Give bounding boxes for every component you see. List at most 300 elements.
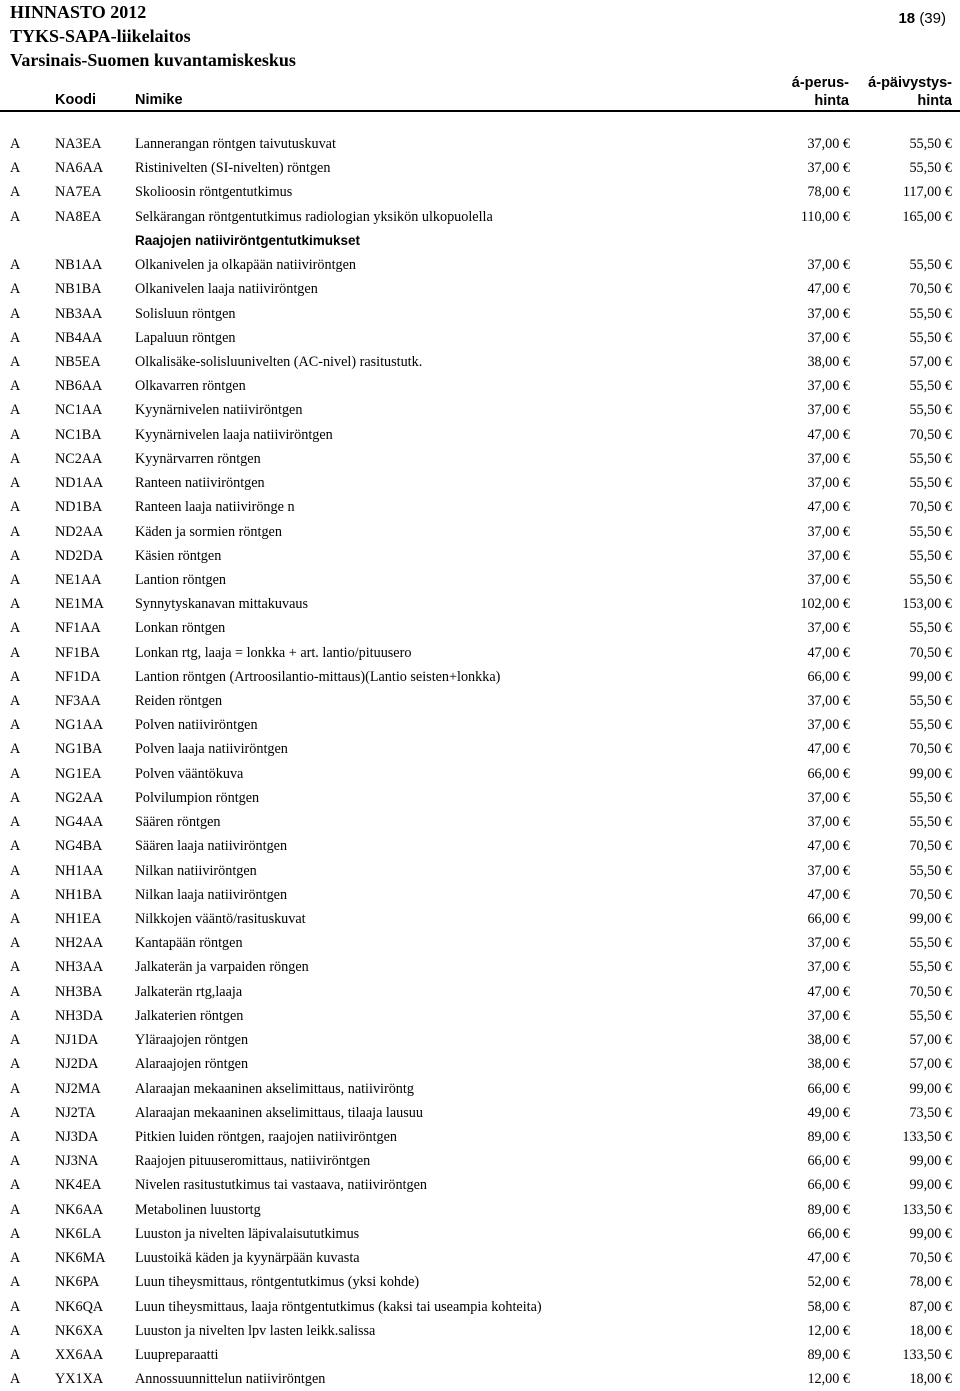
procedure-name: Luun tiheysmittaus, laaja röntgentutkimus (kaksi tai useampia kohteita) <box>135 1298 542 1315</box>
base-price: 37,00 € <box>807 693 850 710</box>
procedure-code: NF1BA <box>55 644 100 661</box>
table-row <box>0 1004 960 1028</box>
base-price: 66,00 € <box>807 1177 850 1194</box>
price-list-title: HINNASTO 2012 <box>10 2 147 22</box>
price-table <box>0 132 960 1391</box>
procedure-name: Säären röntgen <box>135 814 221 831</box>
procedure-code: XX6AA <box>55 1346 104 1363</box>
row-type: A <box>10 1080 21 1097</box>
procedure-name: Luustoikä käden ja kyynärpään kuvasta <box>135 1250 360 1267</box>
row-type: A <box>10 693 21 710</box>
procedure-code: NH1EA <box>55 911 102 927</box>
procedure-code: NJ3NA <box>55 1153 99 1170</box>
base-price: 47,00 € <box>807 426 850 443</box>
emergency-price: 70,50 € <box>909 886 952 903</box>
row-type: A <box>10 329 21 346</box>
emergency-price: 133,50 € <box>902 1201 952 1218</box>
table-row <box>0 374 960 398</box>
table-row <box>0 616 960 640</box>
base-price: 66,00 € <box>807 668 850 685</box>
row-type: A <box>10 571 21 588</box>
emergency-price: 55,50 € <box>909 693 952 710</box>
procedure-code: NB4AA <box>55 329 103 346</box>
procedure-code: NB3AA <box>55 305 103 322</box>
procedure-name: Nivelen rasitustutkimus tai vastaava, natiiviröntgen <box>135 1177 427 1194</box>
procedure-code: NJ1DA <box>55 1032 99 1049</box>
unit-name: Varsinais-Suomen kuvantamiskeskus <box>10 50 296 70</box>
procedure-name: Polven vääntökuva <box>135 765 244 782</box>
procedure-code: NH3BA <box>55 983 103 1000</box>
table-row <box>0 1101 960 1125</box>
table-row <box>0 665 960 689</box>
procedure-name: Luun tiheysmittaus, röntgentutkimus (yksi kohde) <box>135 1274 420 1291</box>
table-row <box>0 180 960 204</box>
procedure-name: Reiden röntgen <box>135 693 223 710</box>
procedure-code: NB5EA <box>55 353 101 370</box>
row-type: A <box>10 983 21 1000</box>
emergency-price: 55,50 € <box>909 789 952 806</box>
emergency-price: 55,50 € <box>909 305 952 322</box>
base-price: 37,00 € <box>807 402 850 419</box>
row-type: A <box>10 257 21 274</box>
table-row <box>0 641 960 665</box>
table-row <box>0 568 960 592</box>
base-price: 52,00 € <box>807 1274 850 1291</box>
table-row <box>0 1173 960 1197</box>
base-price: 66,00 € <box>807 911 850 927</box>
table-row <box>0 1149 960 1173</box>
procedure-code: YX1XA <box>55 1371 104 1388</box>
emergency-price: 70,50 € <box>909 983 952 1000</box>
row-type: A <box>10 620 21 637</box>
procedure-code: NA6AA <box>55 160 104 177</box>
procedure-code: NG1BA <box>55 741 103 758</box>
emergency-price: 55,50 € <box>909 1007 952 1024</box>
emergency-price: 55,50 € <box>909 717 952 734</box>
procedure-name: Lantion röntgen <box>135 571 227 588</box>
emergency-price: 55,50 € <box>909 523 952 540</box>
base-price: 110,00 € <box>800 208 850 225</box>
procedure-name: Pitkien luiden röntgen, raajojen natiiviröntgen <box>135 1128 398 1145</box>
base-price: 47,00 € <box>807 1250 850 1267</box>
row-type: A <box>10 160 21 177</box>
emergency-price: 18,00 € <box>909 1371 952 1388</box>
row-type: A <box>10 1201 21 1218</box>
base-price: 37,00 € <box>807 1007 850 1024</box>
base-price: 38,00 € <box>807 353 850 370</box>
row-type: A <box>10 353 21 370</box>
row-type: A <box>10 1177 21 1194</box>
table-row <box>0 713 960 737</box>
row-type: A <box>10 765 21 782</box>
row-type: A <box>10 717 21 734</box>
row-type: A <box>10 862 21 879</box>
emergency-price: 55,50 € <box>909 450 952 467</box>
emergency-price: 117,00 € <box>902 184 952 201</box>
table-row <box>0 810 960 834</box>
procedure-name: Kyynärnivelen natiiviröntgen <box>135 402 303 419</box>
row-type: A <box>10 1371 21 1388</box>
table-row <box>0 883 960 907</box>
emergency-price: 55,50 € <box>909 959 952 976</box>
row-type: A <box>10 838 21 855</box>
base-price: 78,00 € <box>807 184 850 201</box>
procedure-name: Lonkan rtg, laaja = lonkka + art. lantio/pituusero <box>135 644 412 661</box>
procedure-code: NG2AA <box>55 789 104 806</box>
row-type: A <box>10 1128 21 1145</box>
emergency-price: 55,50 € <box>909 329 952 346</box>
base-price: 37,00 € <box>807 450 850 467</box>
base-price: 66,00 € <box>807 1225 850 1242</box>
procedure-code: ND1AA <box>55 475 104 492</box>
table-row <box>0 544 960 568</box>
row-type: A <box>10 1056 21 1073</box>
procedure-code: NC2AA <box>55 450 103 467</box>
row-type: A <box>10 911 21 927</box>
base-price: 47,00 € <box>807 741 850 758</box>
table-row <box>0 737 960 761</box>
table-row <box>0 762 960 786</box>
table-row <box>0 471 960 495</box>
procedure-name: Lapaluun röntgen <box>135 329 236 346</box>
table-row <box>0 592 960 616</box>
page-current: 18 <box>898 10 916 27</box>
procedure-code: NG4AA <box>55 814 104 831</box>
procedure-code: NA7EA <box>55 184 102 201</box>
procedure-code: NE1AA <box>55 571 102 588</box>
row-type: A <box>10 886 21 903</box>
emergency-price: 73,50 € <box>909 1104 952 1121</box>
procedure-name: Polvilumpion röntgen <box>135 789 260 806</box>
procedure-name: Polven natiiviröntgen <box>135 717 258 734</box>
row-type: A <box>10 1274 21 1291</box>
emergency-price: 99,00 € <box>909 911 952 927</box>
row-type: A <box>10 1032 21 1049</box>
base-price: 47,00 € <box>807 886 850 903</box>
row-type: A <box>10 1225 21 1242</box>
base-price: 37,00 € <box>807 475 850 492</box>
base-price: 47,00 € <box>807 281 850 298</box>
base-price: 47,00 € <box>807 983 850 1000</box>
emergency-price: 70,50 € <box>909 838 952 855</box>
procedure-name: Annossuunnittelun natiiviröntgen <box>135 1371 326 1388</box>
table-row <box>0 423 960 447</box>
emergency-price: 70,50 € <box>909 1250 952 1267</box>
table-row <box>0 447 960 471</box>
procedure-code: NJ3DA <box>55 1128 99 1145</box>
table-row <box>0 520 960 544</box>
procedure-code: NF3AA <box>55 693 101 710</box>
base-price: 12,00 € <box>807 1322 850 1339</box>
table-row <box>0 1077 960 1101</box>
row-type: A <box>10 959 21 976</box>
base-price: 102,00 € <box>800 596 850 613</box>
procedure-name: Olkanivelen ja olkapään natiiviröntgen <box>135 257 357 274</box>
base-price: 37,00 € <box>807 257 850 274</box>
procedure-code: NA3EA <box>55 136 102 152</box>
emergency-price: 55,50 € <box>909 136 952 152</box>
procedure-name: Luupreparaatti <box>135 1346 219 1363</box>
base-price: 37,00 € <box>807 136 850 152</box>
procedure-code: NC1BA <box>55 426 102 443</box>
table-row <box>0 1052 960 1076</box>
procedure-code: NF1DA <box>55 668 101 685</box>
column-header-name: Nimike <box>135 92 183 108</box>
row-type: A <box>10 305 21 322</box>
base-price: 37,00 € <box>807 547 850 564</box>
emergency-price: 99,00 € <box>909 1153 952 1170</box>
row-type: A <box>10 475 21 492</box>
table-row <box>0 1343 960 1367</box>
procedure-code: NB1BA <box>55 281 102 298</box>
row-type: A <box>10 935 21 952</box>
procedure-name: Alaraajan mekaaninen akselimittaus, tilaaja lausuu <box>135 1104 423 1121</box>
document-header <box>10 0 950 72</box>
emergency-price: 55,50 € <box>909 935 952 952</box>
table-row <box>0 859 960 883</box>
base-price: 58,00 € <box>807 1298 850 1315</box>
procedure-name: Luuston ja nivelten läpivalaisututkimus <box>135 1225 360 1242</box>
row-type: A <box>10 208 21 225</box>
table-row <box>0 398 960 422</box>
procedure-name: Metabolinen luustortg <box>135 1201 261 1218</box>
row-type: A <box>10 547 21 564</box>
emergency-price: 70,50 € <box>909 426 952 443</box>
procedure-name: Olkanivelen laaja natiiviröntgen <box>135 281 318 298</box>
procedure-code: NB6AA <box>55 378 103 395</box>
procedure-name: Olkavarren röntgen <box>135 378 246 395</box>
procedure-name: Ristinivelten (SI-nivelten) röntgen <box>135 160 331 177</box>
emergency-price: 78,00 € <box>909 1274 952 1291</box>
procedure-code: NJ2TA <box>55 1104 96 1121</box>
base-price: 37,00 € <box>807 571 850 588</box>
procedure-name: Lannerangan röntgen taivutuskuvat <box>135 136 336 152</box>
row-type: A <box>10 281 21 298</box>
procedure-name: Yläraajojen röntgen <box>135 1032 249 1049</box>
table-row <box>0 1295 960 1319</box>
column-header-base-price: á-perus- hinta <box>791 75 849 109</box>
row-type: A <box>10 402 21 419</box>
emergency-price: 55,50 € <box>909 620 952 637</box>
procedure-name: Jalkaterien röntgen <box>135 1007 244 1024</box>
table-row <box>0 1028 960 1052</box>
base-price: 37,00 € <box>807 789 850 806</box>
row-type: A <box>10 1346 21 1363</box>
procedure-code: NK6MA <box>55 1250 106 1267</box>
emergency-price: 55,50 € <box>909 547 952 564</box>
row-type: A <box>10 136 21 152</box>
procedure-name: Jalkaterän rtg,laaja <box>135 983 243 1000</box>
table-row <box>0 1198 960 1222</box>
emergency-price: 57,00 € <box>909 1032 952 1049</box>
procedure-name: Lantion röntgen (Artroosilantio-mittaus)(Lantio seisten+lonkka) <box>135 668 501 685</box>
emergency-price: 55,50 € <box>909 814 952 831</box>
procedure-name: Raajojen pituuseromittaus, natiiviröntgen <box>135 1153 371 1170</box>
base-price: 37,00 € <box>807 329 850 346</box>
base-price: 37,00 € <box>807 862 850 879</box>
procedure-code: NK6PA <box>55 1274 100 1291</box>
row-type: A <box>10 1250 21 1267</box>
base-price: 47,00 € <box>807 644 850 661</box>
base-price: 89,00 € <box>807 1201 850 1218</box>
base-price: 38,00 € <box>807 1032 850 1049</box>
row-type: A <box>10 644 21 661</box>
emergency-price: 133,50 € <box>902 1128 952 1145</box>
base-price: 66,00 € <box>807 1080 850 1097</box>
procedure-name: Kyynärnivelen laaja natiiviröntgen <box>135 426 333 443</box>
procedure-code: ND2DA <box>55 547 104 564</box>
base-price: 37,00 € <box>807 814 850 831</box>
emergency-price: 57,00 € <box>909 353 952 370</box>
base-price: 66,00 € <box>807 1153 850 1170</box>
procedure-code: NB1AA <box>55 257 103 274</box>
table-row <box>0 132 960 156</box>
procedure-code: NK6LA <box>55 1225 102 1242</box>
column-header-code: Koodi <box>55 92 97 108</box>
procedure-name: Alaraajojen röntgen <box>135 1056 249 1073</box>
base-price: 37,00 € <box>807 620 850 637</box>
row-type: A <box>10 668 21 685</box>
procedure-name: Olkalisäke-solisluunivelten (AC-nivel) rasitustutk. <box>135 353 423 370</box>
base-price: 37,00 € <box>807 160 850 177</box>
base-price: 38,00 € <box>807 1056 850 1073</box>
procedure-name: Kyynärvarren röntgen <box>135 450 261 467</box>
table-row <box>0 1246 960 1270</box>
procedure-code: NG1AA <box>55 717 104 734</box>
emergency-price: 70,50 € <box>909 644 952 661</box>
emergency-price: 99,00 € <box>909 1080 952 1097</box>
base-price: 49,00 € <box>807 1104 850 1121</box>
row-type: A <box>10 426 21 443</box>
procedure-code: NK6XA <box>55 1322 104 1339</box>
row-type: A <box>10 814 21 831</box>
procedure-code: NE1MA <box>55 596 104 613</box>
procedure-name: Selkärangan röntgentutkimus radiologian yksikön ulkopuolella <box>135 208 493 225</box>
row-type: A <box>10 1298 21 1315</box>
section-heading-row <box>0 229 960 253</box>
procedure-code: NA8EA <box>55 208 102 225</box>
procedure-code: NF1AA <box>55 620 101 637</box>
procedure-code: ND1BA <box>55 499 103 516</box>
procedure-name: Alaraajan mekaaninen akselimittaus, natiiviröntg <box>135 1080 414 1097</box>
procedure-name: Skolioosin röntgentutkimus <box>135 184 293 201</box>
procedure-name: Säären laaja natiiviröntgen <box>135 838 288 855</box>
base-price: 37,00 € <box>807 959 850 976</box>
procedure-code: NC1AA <box>55 402 103 419</box>
procedure-code: NH1AA <box>55 862 104 879</box>
procedure-name: Polven laaja natiiviröntgen <box>135 741 288 758</box>
section-heading: Raajojen natiiviröntgentutkimukset <box>135 232 361 248</box>
base-price: 89,00 € <box>807 1128 850 1145</box>
procedure-code: NH1BA <box>55 886 103 903</box>
row-type: A <box>10 523 21 540</box>
emergency-price: 87,00 € <box>909 1298 952 1315</box>
emergency-price: 57,00 € <box>909 1056 952 1073</box>
emergency-price: 55,50 € <box>909 257 952 274</box>
procedure-code: NH3AA <box>55 959 104 976</box>
table-row <box>0 350 960 374</box>
organization-name: TYKS-SAPA-liikelaitos <box>10 26 191 46</box>
table-row <box>0 277 960 301</box>
base-price: 12,00 € <box>807 1371 850 1388</box>
base-price: 47,00 € <box>807 499 850 516</box>
base-price: 47,00 € <box>807 838 850 855</box>
emergency-price: 55,50 € <box>909 475 952 492</box>
table-row <box>0 205 960 229</box>
procedure-code: NG4BA <box>55 838 103 855</box>
row-type: A <box>10 1153 21 1170</box>
row-type: A <box>10 596 21 613</box>
column-header-row <box>0 74 960 112</box>
page-number <box>898 10 946 27</box>
procedure-name: Käden ja sormien röntgen <box>135 523 282 540</box>
procedure-code: NK6QA <box>55 1298 104 1315</box>
procedure-code: NK6AA <box>55 1201 104 1218</box>
table-row <box>0 689 960 713</box>
emergency-price: 165,00 € <box>902 208 952 225</box>
row-type: A <box>10 1322 21 1339</box>
procedure-name: Lonkan röntgen <box>135 620 226 637</box>
procedure-code: NG1EA <box>55 765 102 782</box>
procedure-name: Solisluun röntgen <box>135 305 236 322</box>
table-row <box>0 326 960 350</box>
row-type: A <box>10 378 21 395</box>
procedure-code: NJ2DA <box>55 1056 99 1073</box>
procedure-name: Ranteen natiiviröntgen <box>135 475 265 492</box>
emergency-price: 70,50 € <box>909 741 952 758</box>
emergency-price: 99,00 € <box>909 765 952 782</box>
base-price: 37,00 € <box>807 523 850 540</box>
emergency-price: 55,50 € <box>909 571 952 588</box>
procedure-name: Ranteen laaja natiivirönge n <box>135 499 295 516</box>
column-header-emergency-price: á-päivystys- hinta <box>868 75 952 109</box>
procedure-code: NK4EA <box>55 1177 102 1194</box>
row-type: A <box>10 1007 21 1024</box>
row-type: A <box>10 741 21 758</box>
emergency-price: 99,00 € <box>909 1225 952 1242</box>
base-price: 37,00 € <box>807 717 850 734</box>
table-row <box>0 786 960 810</box>
base-price: 89,00 € <box>807 1346 850 1363</box>
procedure-name: Käsien röntgen <box>135 547 222 564</box>
table-row <box>0 955 960 979</box>
emergency-price: 99,00 € <box>909 1177 952 1194</box>
emergency-price: 55,50 € <box>909 378 952 395</box>
table-row <box>0 253 960 277</box>
procedure-name: Synnytyskanavan mittakuvaus <box>135 596 308 613</box>
base-price: 66,00 € <box>807 765 850 782</box>
table-row <box>0 1319 960 1343</box>
table-row <box>0 156 960 180</box>
row-type: A <box>10 450 21 467</box>
procedure-name: Nilkkojen vääntö/rasituskuvat <box>135 911 306 927</box>
emergency-price: 70,50 € <box>909 499 952 516</box>
procedure-name: Luuston ja nivelten lpv lasten leikk.salissa <box>135 1322 376 1339</box>
procedure-code: NH3DA <box>55 1007 104 1024</box>
table-row <box>0 495 960 519</box>
emergency-price: 55,50 € <box>909 160 952 177</box>
row-type: A <box>10 789 21 806</box>
table-row <box>0 302 960 326</box>
row-type: A <box>10 1104 21 1121</box>
page-total: (39) <box>919 10 946 27</box>
row-type: A <box>10 499 21 516</box>
procedure-code: NJ2MA <box>55 1080 101 1097</box>
emergency-price: 55,50 € <box>909 862 952 879</box>
procedure-code: NH2AA <box>55 935 104 952</box>
row-type: A <box>10 184 21 201</box>
table-row <box>0 1125 960 1149</box>
